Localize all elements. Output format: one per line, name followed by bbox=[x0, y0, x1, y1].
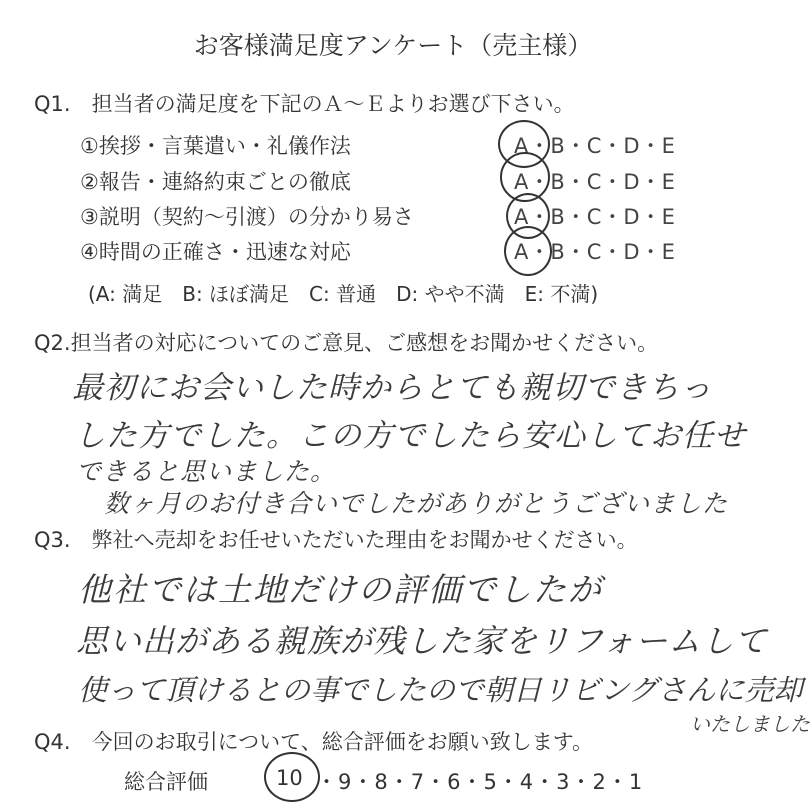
q1-legend: (A: 満足 B: ほぼ満足 C: 普通 D: やや不満 E: 不満) bbox=[88, 282, 599, 306]
q1-item-4-label: ④時間の正確さ・迅速な対応 bbox=[80, 240, 351, 264]
q2-answer-line-3: できると思いました。 bbox=[76, 457, 337, 486]
q1-item-4-scale: A・B・C・D・E bbox=[514, 240, 676, 264]
overall-rating-selected-circle bbox=[264, 752, 320, 802]
q1-item-4-selected-circle bbox=[504, 226, 552, 276]
q1-item-2-scale: A・B・C・D・E bbox=[514, 170, 676, 194]
q3-answer-line-3: 使って頂けるとの事でしたので朝日リビングさんに売却 bbox=[78, 673, 803, 707]
q2-answer-line-4: 数ヶ月のお付き合いでしたがありがとうございました bbox=[104, 489, 729, 518]
q1-item-1-label: ①挨拶・言葉遣い・礼儀作法 bbox=[80, 134, 351, 158]
q2-question: Q2.担当者の対応についてのご意見、ご感想をお聞かせください。 bbox=[34, 331, 659, 355]
q3-answer-line-4: いたしました bbox=[690, 712, 810, 736]
q1-item-3-label: ③説明（契約～引渡）の分かり易さ bbox=[80, 205, 414, 229]
q3-answer-line-2: 思い出がある親族が残した家をリフォームして bbox=[76, 622, 768, 660]
q1-question: Q1. 担当者の満足度を下記のＡ～Ｅよりお選び下さい。 bbox=[34, 92, 575, 116]
q4-question: Q4. 今回のお取引について、総合評価をお願い致します。 bbox=[34, 730, 594, 754]
q1-item-3-scale: A・B・C・D・E bbox=[514, 205, 676, 229]
q3-question: Q3. 弊社へ売却をお任せいただいた理由をお聞かせください。 bbox=[34, 528, 638, 552]
q3-answer-line-1: 他社では土地だけの評価でしたが bbox=[78, 570, 603, 609]
q1-item-1-scale: A・B・C・D・E bbox=[514, 134, 676, 158]
survey-title: お客様満足度アンケート（売主様） bbox=[193, 31, 593, 60]
overall-rating-selected: 10 bbox=[276, 766, 303, 790]
q1-item-2-label: ②報告・連絡約束ごとの徹底 bbox=[80, 170, 351, 194]
overall-rating-scale: ・9・8・7・6・5・4・3・2・1 bbox=[316, 770, 644, 794]
q2-answer-line-2: した方でした。この方でしたら安心してお任せ bbox=[74, 418, 746, 454]
q2-answer-line-1: 最初にお会いした時からとても親切できちっ bbox=[72, 370, 712, 406]
overall-rating-label: 総合評価 bbox=[124, 770, 208, 794]
